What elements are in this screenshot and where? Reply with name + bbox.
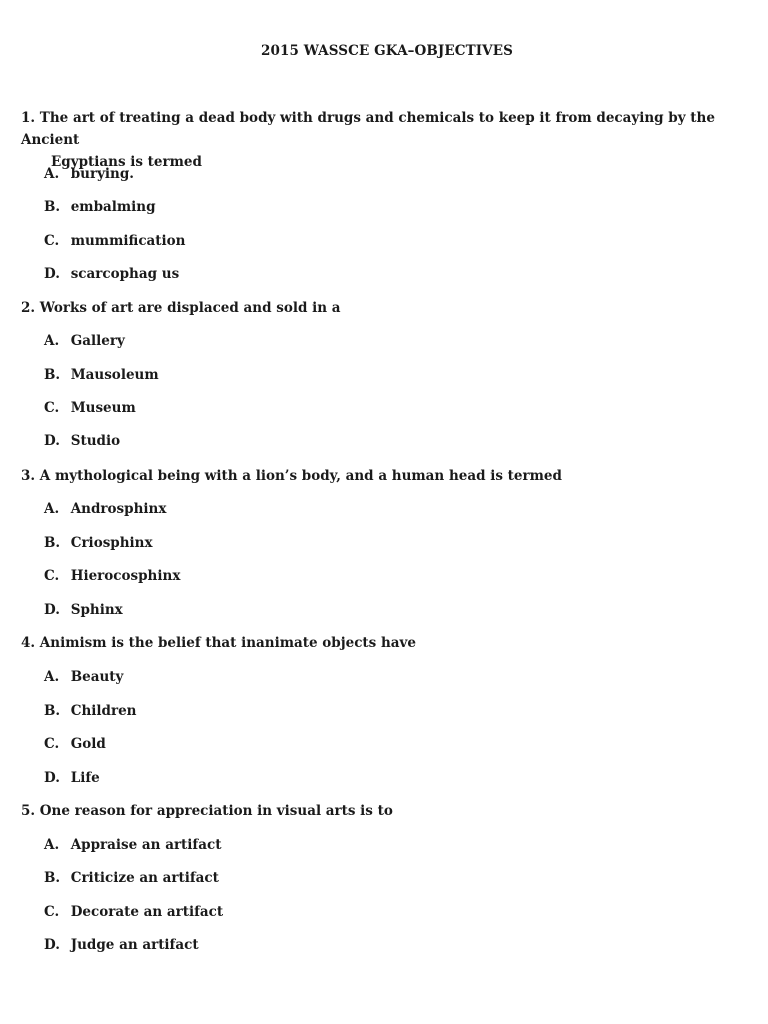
option-3c xyxy=(44,567,180,585)
option-label: C. xyxy=(44,904,60,920)
option-label: A. xyxy=(44,166,60,182)
option-text: Criticize an artifact xyxy=(70,870,219,886)
question-4 xyxy=(21,632,721,654)
option-text: Gallery xyxy=(70,333,125,349)
option-label: B. xyxy=(44,367,61,383)
question-3 xyxy=(21,465,721,487)
option-4b xyxy=(44,702,136,720)
option-label: C. xyxy=(44,568,60,584)
option-label: D. xyxy=(44,770,60,786)
option-label: B. xyxy=(44,870,61,886)
question-text: Animism is the belief that inanimate objects have xyxy=(39,635,416,651)
question-text: A mythological being with a lion’s body, and a human head is termed xyxy=(39,468,562,484)
option-2b xyxy=(44,366,159,384)
option-3a xyxy=(44,500,166,518)
option-text: Museum xyxy=(70,400,136,416)
option-label: D. xyxy=(44,937,60,953)
question-text-continued: Egyptians is termed xyxy=(51,154,202,170)
option-3b xyxy=(44,534,153,552)
question-number: 5. xyxy=(21,803,36,819)
option-text: Hierocosphinx xyxy=(70,568,181,584)
option-5c xyxy=(44,903,223,921)
option-label: C. xyxy=(44,233,60,249)
option-5a xyxy=(44,836,221,854)
question-number: 4. xyxy=(21,635,36,651)
option-label: B. xyxy=(44,535,61,551)
option-text: Studio xyxy=(70,433,121,449)
question-number: 2. xyxy=(21,300,36,316)
option-3d xyxy=(44,601,123,619)
option-text: Androsphinx xyxy=(70,501,167,517)
option-label: C. xyxy=(44,736,60,752)
option-label: A. xyxy=(44,837,60,853)
question-text: Works of art are displaced and sold in a xyxy=(39,300,341,316)
question-number: 1. xyxy=(21,110,36,126)
option-text: Sphinx xyxy=(70,602,123,618)
option-label: B. xyxy=(44,703,61,719)
document-title: 2015 WASSCE GKA–OBJECTIVES xyxy=(261,43,513,59)
option-4d xyxy=(44,769,100,787)
option-text: mummification xyxy=(70,233,186,249)
option-label: D. xyxy=(44,433,60,449)
option-1b xyxy=(44,198,156,216)
option-1c xyxy=(44,232,185,250)
option-5b xyxy=(44,869,219,887)
option-4c xyxy=(44,735,106,753)
option-label: A. xyxy=(44,333,60,349)
option-1d xyxy=(44,265,179,283)
option-text: burying. xyxy=(70,166,134,182)
option-text: Life xyxy=(70,770,100,786)
option-text: Decorate an artifact xyxy=(70,904,224,920)
option-2d xyxy=(44,432,120,450)
option-text: Criosphinx xyxy=(70,535,153,551)
question-text: One reason for appreciation in visual arts is to xyxy=(39,803,393,819)
option-4a xyxy=(44,668,123,686)
option-text: Mausoleum xyxy=(70,367,159,383)
question-2 xyxy=(21,297,721,319)
option-text: embalming xyxy=(70,199,156,215)
option-2c xyxy=(44,399,136,417)
option-text: Children xyxy=(70,703,137,719)
question-number: 3. xyxy=(21,468,36,484)
option-text: Gold xyxy=(70,736,106,752)
option-label: B. xyxy=(44,199,61,215)
option-2a xyxy=(44,332,125,350)
option-label: A. xyxy=(44,501,60,517)
option-label: D. xyxy=(44,602,60,618)
question-1 xyxy=(21,107,721,173)
option-label: D. xyxy=(44,266,60,282)
option-text: Beauty xyxy=(70,669,124,685)
option-label: C. xyxy=(44,400,60,416)
question-text: The art of treating a dead body with drugs and chemicals to keep it from decaying by the Ancient xyxy=(21,110,715,148)
option-text: Appraise an artifact xyxy=(70,837,222,853)
option-1a xyxy=(44,165,134,183)
option-text: Judge an artifact xyxy=(70,937,199,953)
question-5 xyxy=(21,800,721,822)
option-5d xyxy=(44,936,199,954)
option-label: A. xyxy=(44,669,60,685)
option-text: scarcophag us xyxy=(70,266,180,282)
